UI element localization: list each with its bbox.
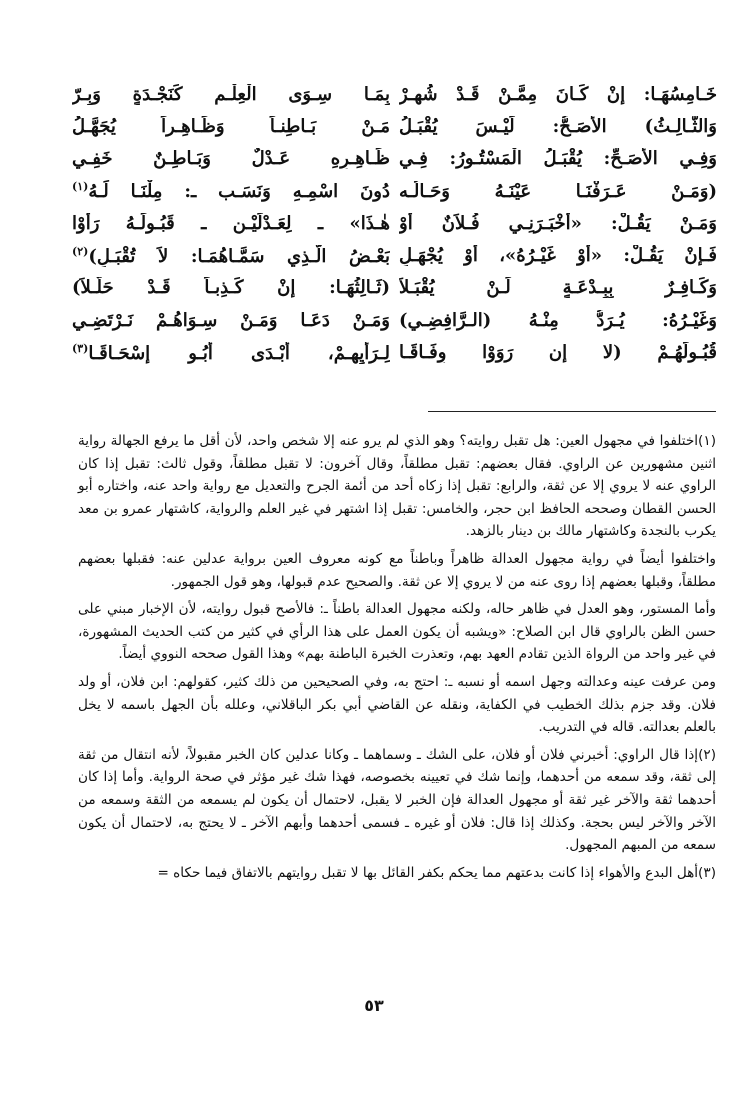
footnote-separator — [428, 411, 716, 412]
verse — [72, 78, 717, 110]
verse — [72, 110, 717, 142]
verse — [72, 304, 717, 336]
hemistich-text: بَعْـضُ الَّـذِي سَمَّـاهُمَـا: لاَ تُقْبَـلِ) — [88, 245, 390, 267]
footnote-ref: (٢) — [72, 244, 89, 258]
footnote-1: (١)اختلفوا في مجهول العين: هل تقبل روايته؟ وهو الذي لم يرو عنه إلا شخص واحد، لأن أقل ما يرفع الجهالة رواية اثنين مشهورين عن الراوي. فقال بعضهم: تقبل مطلقاً، وقال آخرون: لا تقبل مطلقاً، وقول ثالث: تقبل إذا كان الراوي عنه لا يروي إلا عن ثقة، والرابع: تقبل إذا زكاه أحد من أئمة الجرح والتعديل مع رواية واحد عنه، واختاره أبو الحسن القطان وصححه الحافظ ابن حجر، والخامس: تقبل إذا اشتهر في غير العلم والرواية، كاشتهار عمرو بن معد يكرب بالنجدة وكاشتهار مالك بن دينار بالزهد. — [78, 433, 716, 540]
verse — [72, 143, 717, 175]
hemistich-text: لِـرَأْيِهِـمْ، أَبْـدَى أَبُـو إسْحَـاقَـا — [88, 342, 390, 364]
hemistich-first: وَفِـي الأَصَـحِّ: يُقْبَـلُ الْمَسْتُـورُ: فِـي — [399, 148, 717, 170]
hemistich-second: ظَـاهِـرِهِ عَـدْلٌ وَبَـاطِـنٌ خَفِـي — [72, 148, 390, 170]
hemistich-first: خَـامِسُهَـا: إنْ كَـانَ مِمَّـنْ قَـدْ شُهِـرْ — [399, 83, 717, 105]
poem-verses — [72, 78, 717, 369]
verse — [72, 336, 717, 368]
verse — [72, 239, 717, 271]
verse — [72, 272, 717, 304]
hemistich-first: وَغَيْـرُهُ: يُـرَدُّ مِنْـهُ (الـرَّافِضِـي) — [399, 309, 717, 331]
verse — [72, 175, 717, 207]
footnote-1-para-2: واختلفوا أيضاً في رواية مجهول العدالة ظاهراً وباطناً مع كونه معروف العين برواية عدلين عنه: فقبلها بعضهم مطلقاً، وقبلها بعضهم إذا روى عنه من لا يروي إلا عن ثقة. والصحيح عدم قبولها، وهو قول الجمهور. — [78, 550, 716, 590]
footnote-1-para-4: ومن عرفت عينه وعدالته وجهل اسمه أو نسبه ـ: احتج به، وفي الصحيحين من ذلك كثير، كقولهم: ابن فلان، أو ولد فلان. وقد جزم بذلك الخطيب في الكفاية، ونقله عن القاضي أبي بكر الباقلاني، وعلله بأن الجهل باسمه لا يخل بالعلم بعدالته. قاله في التدريب. — [78, 673, 716, 736]
hemistich-second: (ثَـالِثُهَـا: إنْ كَـذِبـاً قَـدْ حَلَّـلاَ) — [72, 277, 390, 299]
footnote-ref: (١) — [72, 180, 89, 194]
hemistich-second: مَـنْ بَـاطِنـاً وَظَـاهِـراً يُجَهَّـلُ — [72, 115, 390, 137]
hemistich-first: وَمَـنْ يَقُـلْ: «أَخْبَـرَنِـي فُـلاَنٌ أَوْ — [399, 212, 717, 234]
verse — [72, 207, 717, 239]
hemistich-first: وَكَـافِـرٌ بِبِـدْعَـةٍ لَـنْ يُقْبَـلاَ — [399, 277, 717, 299]
footnote-ref: (٣) — [72, 341, 89, 355]
hemistich-first: فَـإنْ يَقُـلْ: «أَوْ غَيْـرُهُ»، أَوْ يُجْهَـلِ — [399, 245, 717, 267]
hemistich-second: وَمَـنْ دَعَـا وَمَـنْ سِـوَاهُـمْ نَـرْتَضِـي — [72, 309, 390, 331]
hemistich-second — [72, 245, 390, 267]
hemistich-second — [72, 180, 390, 202]
footnote-3: (٣)أهل البدع والأهواء إذا كانت بدعتهم مما يحكم بكفر القائل بها لا تقبل روايتهم بالاتفاق فيما حكاه = — [157, 864, 716, 881]
hemistich-first: قُبُـولَهُـمْ (لا إن رَوَوْا وِفَـاقَـا — [399, 342, 717, 364]
hemistich-first: (وَمَـنْ عَـرَفْنَـا عَيْنَـهُ وَحَـالُـه — [399, 180, 717, 202]
footnote-2: (٢)إذا قال الراوي: أخبرني فلان أو فلان، على الشك ـ وسماهما ـ وكانا عدلين كان الخبر مقبولاً، لأنه انتقال من ثقة إلى ثقة، وقد سمعه من أحدهما، وإنما شك في تعيينه بخصوصه، فهذا شك غير مؤثر في صحة الرواية. وأما إذا كان أحدهما ثقة والآخر غير ثقة أو مجهول العدالة فإن الخبر لا يقبل، لاحتمال أن يكون لم يسمعه من الثقة وسمعه من الآخر والآخر ليس بحجة. وكذلك إذا قال: فلان أو غيره ـ فسمى أحدهما وأبهم الآخر ـ لا يحتج به، لاحتمال أن يكون سمعه من المبهم المجهول. — [78, 746, 716, 854]
hemistich-second — [72, 342, 390, 364]
hemistich-second: بِمَـا سِـوَى الْعِلْـمِ كَنَجْـدَةٍ وَبِـرّ — [72, 83, 390, 105]
footnotes — [78, 430, 716, 889]
hemistich-first: وَالثَّـالِـثُ) الأَصَـحُّ: لَيْـسَ يُقْبَـلُ — [399, 115, 717, 137]
footnote-1-para-3: وأما المستور، وهو العدل في ظاهر حاله، ولكنه مجهول العدالة باطناً ـ: فالأصح قبول روايته، لأن الإخبار مبني على حسن الظن بالراوي قال ابن الصلاح: «ويشبه أن يكون العمل على هذا الرأي في كثير من كتب الحديث المشهورة، في غير واحد من الرواة الذين تقادم العهد بهم، وتعذرت الخبرة الباطنة بهم» وهذا القول صححه النووي أيضاً. — [78, 601, 716, 663]
hemistich-second: هٰـذَا» ـ لِعَـدْلَيْـن ـ قَبُـولَـهُ رَأَوْا — [72, 212, 390, 234]
page-number: ٥٣ — [364, 996, 384, 1015]
hemistich-text: دُونَ اسْمِـهِ وَنَسَـب ـ: مِلْنَـا لَـهُ — [88, 181, 390, 203]
